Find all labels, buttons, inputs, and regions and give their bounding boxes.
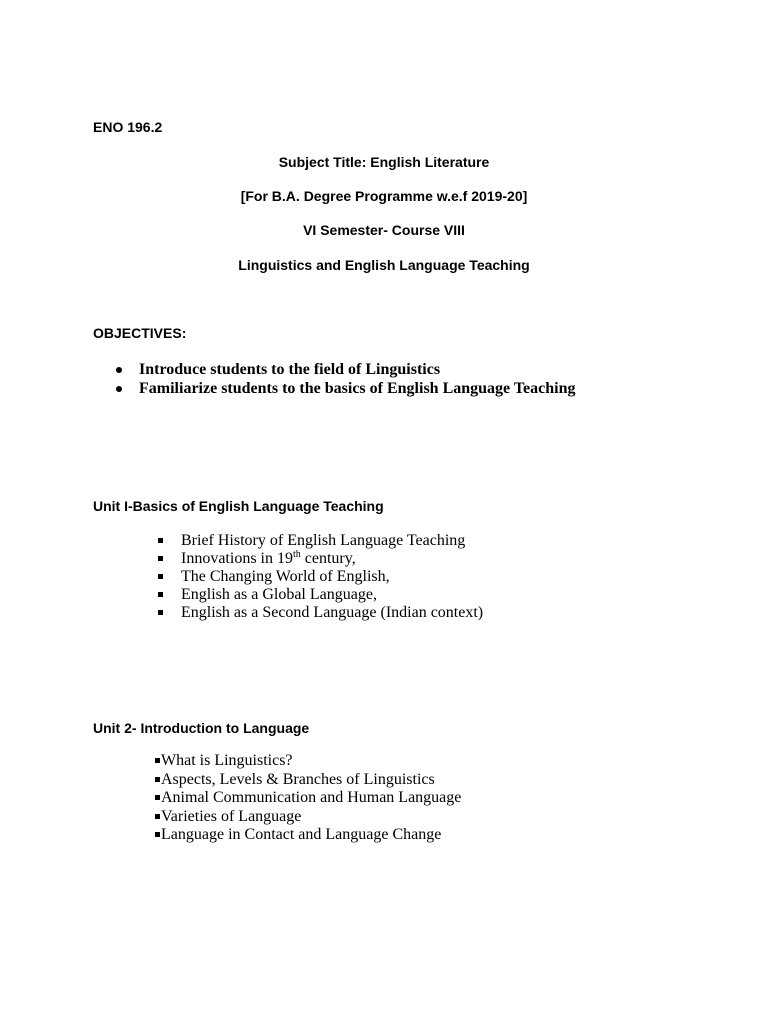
unit1-list [0, 532, 483, 622]
list-item: What is Linguistics? [0, 752, 461, 771]
subject-title: Subject Title: English Literature [278, 154, 490, 170]
square-bullet-icon [155, 832, 160, 837]
square-bullet-icon [158, 556, 163, 561]
course-code: ENO 196.2 [93, 119, 163, 135]
unit1-heading: Unit I-Basics of English Language Teaching [93, 498, 384, 514]
list-item: English as a Global Language, [0, 586, 483, 604]
list-item: Familiarize students to the basics of English Language Teaching [0, 379, 576, 398]
bullet-icon [116, 367, 122, 373]
square-bullet-icon [158, 592, 163, 597]
list-item: Varieties of Language [0, 808, 461, 827]
objectives-heading: OBJECTIVES: [93, 325, 187, 341]
square-bullet-icon [158, 610, 163, 615]
bullet-icon [116, 386, 122, 392]
square-bullet-icon [155, 777, 160, 782]
list-item: English as a Second Language (Indian context) [0, 604, 483, 622]
list-item: Aspects, Levels & Branches of Linguistics [0, 771, 461, 790]
square-bullet-icon [155, 814, 160, 819]
unit2-list [0, 752, 461, 845]
programme-line: [For B.A. Degree Programme w.e.f 2019-20] [240, 188, 528, 204]
list-item: The Changing World of English, [0, 568, 483, 586]
course-name: Linguistics and English Language Teaching [238, 257, 530, 273]
square-bullet-icon [155, 795, 160, 800]
list-item: Language in Contact and Language Change [0, 826, 461, 845]
list-item: Animal Communication and Human Language [0, 789, 461, 808]
semester-line: VI Semester- Course VIII [303, 222, 465, 238]
list-item: Introduce students to the field of Linguistics [0, 360, 576, 379]
square-bullet-icon [155, 758, 160, 763]
unit2-heading: Unit 2- Introduction to Language [93, 720, 310, 736]
square-bullet-icon [158, 538, 163, 543]
list-item: Innovations in 19th century, [0, 550, 483, 568]
list-item: Brief History of English Language Teaching [0, 532, 483, 550]
objectives-list [0, 360, 576, 398]
square-bullet-icon [158, 574, 163, 579]
